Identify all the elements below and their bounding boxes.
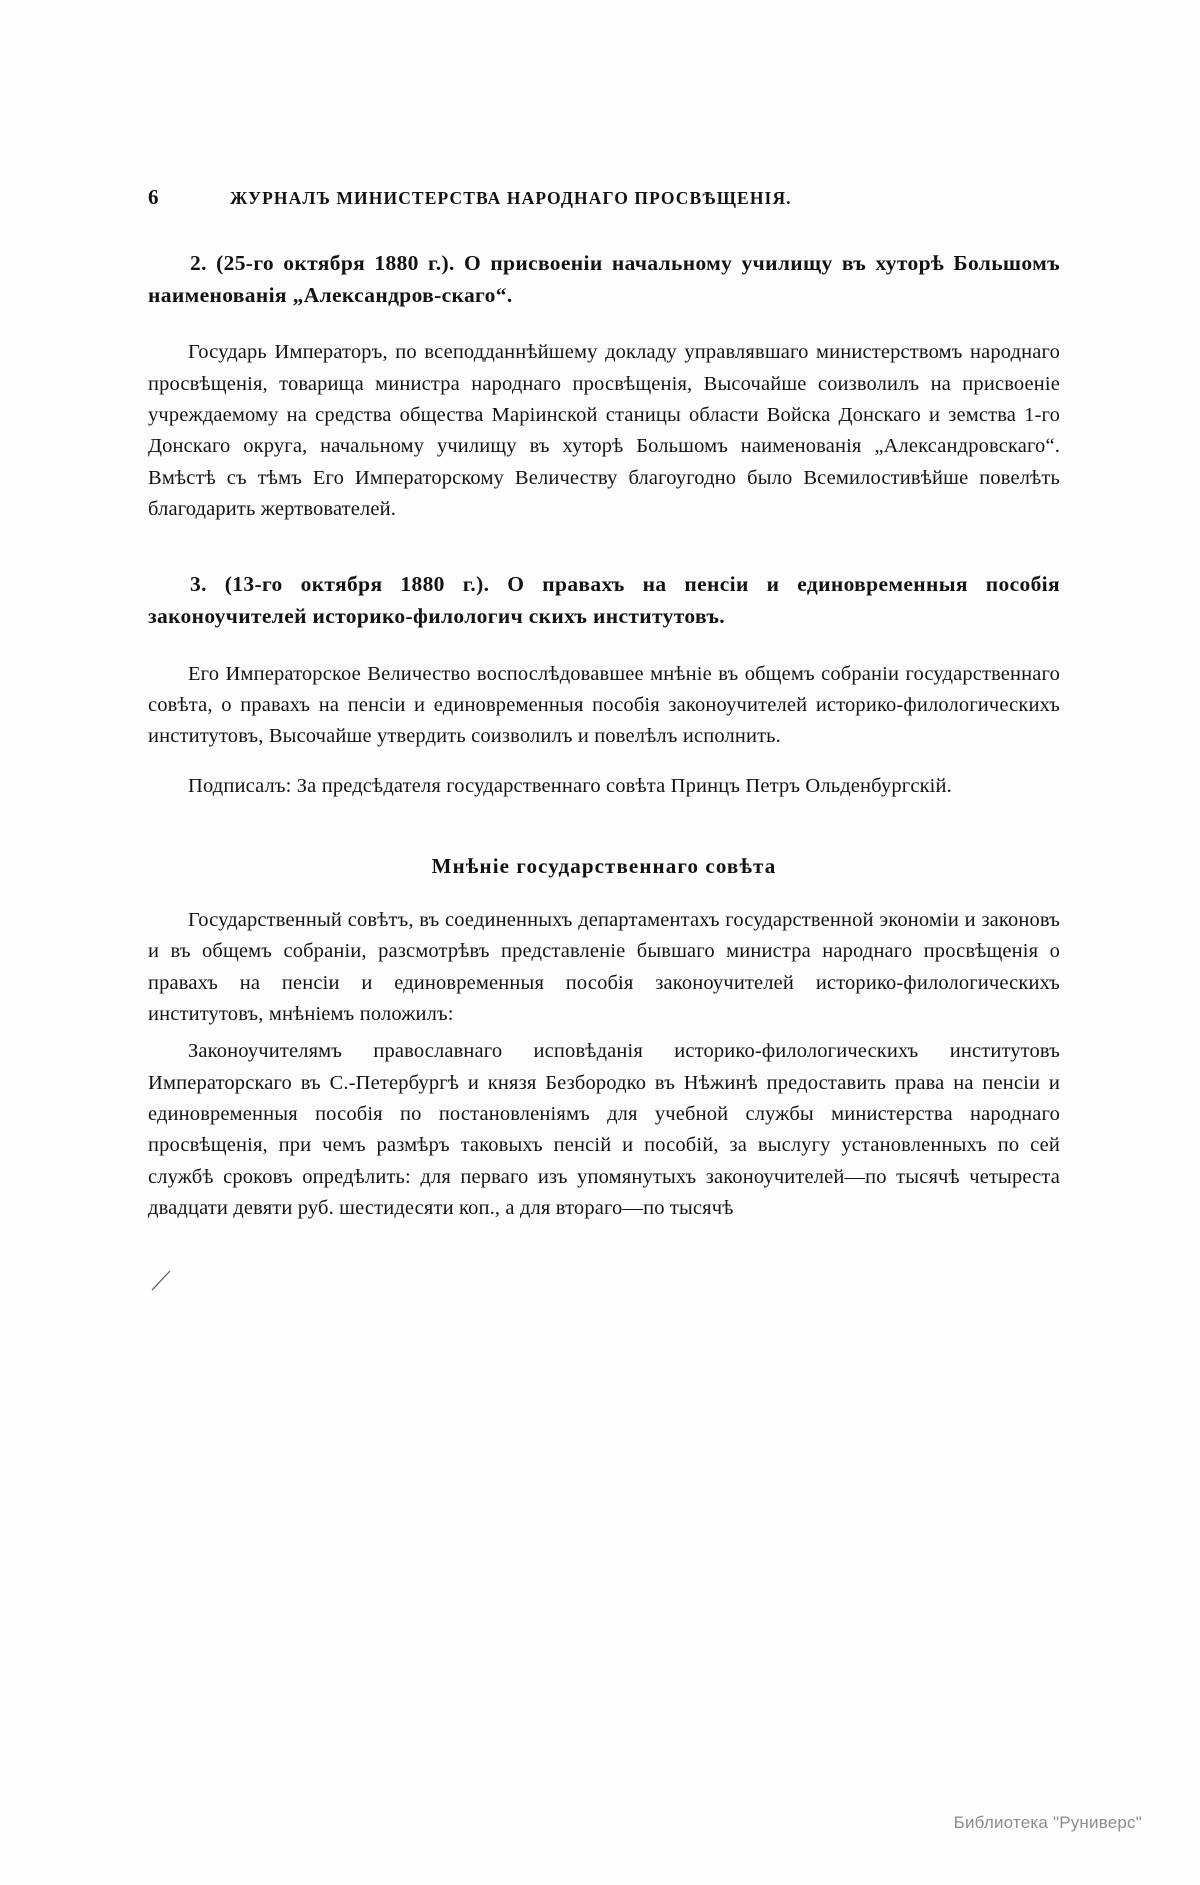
opinion-paragraph-1: Государственный совѣтъ, въ соединенныхъ департаментахъ государственной экономіи и законовъ и въ общемъ собраніи, разсмотрѣвъ представленіе бывшаго министра народнаго просвѣщенія о правахъ на пенсіи и единовременныя пособія законоучителей историко-филологическихъ институтовъ, мнѣніемъ положилъ:	[148, 908, 1060, 1026]
running-head	[148, 185, 1060, 210]
opinion-paragraph-2: Законоучителямъ православнаго исповѣданія историко-филологическихъ институтовъ Императорскаго въ С.-Петербургѣ и князя Безбородко въ Нѣжинѣ предоставить права на пенсіи и единовременныя пособія по постановленіямъ для учебной службы министерства народнаго просвѣщенія, при чемъ размѣръ таковыхъ пенсій и пособій, за выслугу установленныхъ по сей службѣ сроковъ опредѣлить: для перваго изъ упомянутыхъ законоучителей—по тысячѣ четыреста двадцати девяти руб. шестидесяти коп., а для втораго—по тысячѣ	[148, 1040, 1060, 1220]
page-number: 6	[148, 185, 159, 209]
page-content	[148, 185, 1060, 1243]
stray-pen-mark	[150, 1268, 176, 1294]
item-3-paragraph-1: Его Императорское Величество воспослѣдовавшее мнѣніе въ общемъ собраніи государственнаго совѣта, о правахъ на пенсіи и единовременныя пособія законоучителей историко-филологическихъ институтовъ, Высочайше утвердить соизволилъ и повелѣлъ исполнить.	[148, 662, 1060, 748]
item-3-heading: 3. (13-го октября 1880 г.). О правахъ на пенсіи и единовременныя пособія законоучителей историко-филологич скихъ институтовъ.	[148, 572, 1060, 628]
library-credit: Библиотека "Руниверс"	[953, 1813, 1142, 1832]
running-head-title: ЖУРНАЛЪ МИНИСТЕРСТВА НАРОДНАГО ПРОСВѢЩЕНІЯ.	[230, 188, 792, 208]
opinion-subheading: Мнѣніе государственнаго совѣта	[431, 853, 777, 878]
item-2-heading: 2. (25-го октября 1880 г.). О присвоеніи начальному училищу въ хуторѣ Большомъ наименованія „Александров-скаго“.	[148, 251, 1060, 307]
item-2-paragraph-1: Государь Императоръ, по всеподданнѣйшему докладу управлявшаго министерствомъ народнаго просвѣщенія, товарища министра народнаго просвѣщенія, Высочайше соизволилъ на присвоеніе учреждаемому на средства общества Маріинской станицы области Войска Донскаго и земства 1-го Донскаго округа, начальному училищу въ хуторѣ Большомъ наименованія „Александровскаго“. Вмѣстѣ съ тѣмъ Его Императорскому Величеству благоугодно было Всемилостивѣйше повелѣть благодарить жертвователей.	[148, 341, 1060, 520]
item-3-signature: Подписалъ: За предсѣдателя государственнаго совѣта Принцъ Петръ Ольденбургскій.	[188, 774, 952, 797]
